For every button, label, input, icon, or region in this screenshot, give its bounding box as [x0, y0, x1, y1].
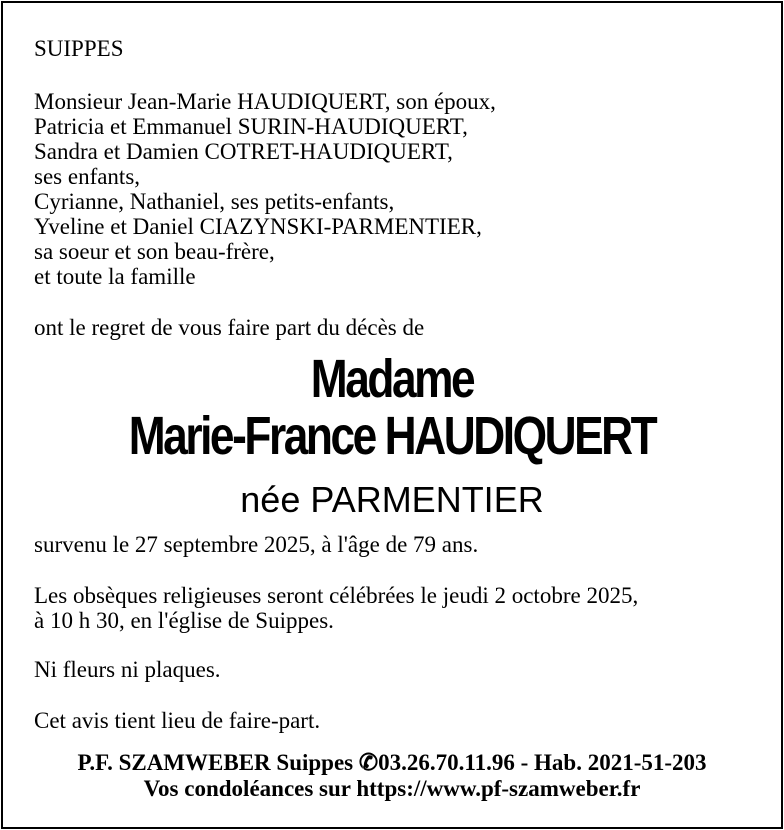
condolences-link[interactable]: Vos condoléances sur https://www.pf-szamweber.fr	[143, 776, 641, 801]
obituary-notice	[1, 1, 783, 829]
no-flowers-text: Ni fleurs ni plaques.	[34, 657, 221, 682]
announcement-text: ont le regret de vous faire part du décès de	[34, 315, 425, 340]
maiden-name: née PARMENTIER	[240, 479, 544, 520]
funeral-line-1: Les obsèques religieuses seront célébrées le jeudi 2 octobre 2025,	[34, 583, 639, 608]
family-line: Sandra et Damien COTRET-HAUDIQUERT,	[34, 139, 453, 164]
family-line: Patricia et Emmanuel SURIN-HAUDIQUERT,	[34, 114, 468, 139]
family-line: Yveline et Daniel CIAZYNSKI-PARMENTIER,	[34, 214, 482, 239]
family-line: sa soeur et son beau-frère,	[34, 239, 275, 264]
deceased-name: Marie-France HAUDIQUERT	[128, 406, 656, 466]
phone-and-license: 03.26.70.11.96 - Hab. 2021-51-203	[378, 750, 707, 775]
deceased-title: Madame	[310, 349, 474, 409]
funeral-home-contact	[3, 750, 781, 776]
family-line: Cyrianne, Nathaniel, ses petits-enfants,	[34, 189, 395, 214]
phone-icon: ✆	[358, 750, 379, 775]
town-name: SUIPPES	[34, 36, 124, 61]
family-line: ses enfants,	[34, 164, 141, 189]
family-line: Monsieur Jean-Marie HAUDIQUERT, son époux,	[34, 89, 496, 114]
family-line: et toute la famille	[34, 264, 196, 289]
company-name: P.F. SZAMWEBER Suippes	[77, 750, 354, 775]
funeral-line-2: à 10 h 30, en l'église de Suippes.	[34, 608, 334, 633]
death-info: survenu le 27 septembre 2025, à l'âge de 79 ans.	[34, 532, 479, 557]
notice-text: Cet avis tient lieu de faire-part.	[34, 708, 321, 733]
